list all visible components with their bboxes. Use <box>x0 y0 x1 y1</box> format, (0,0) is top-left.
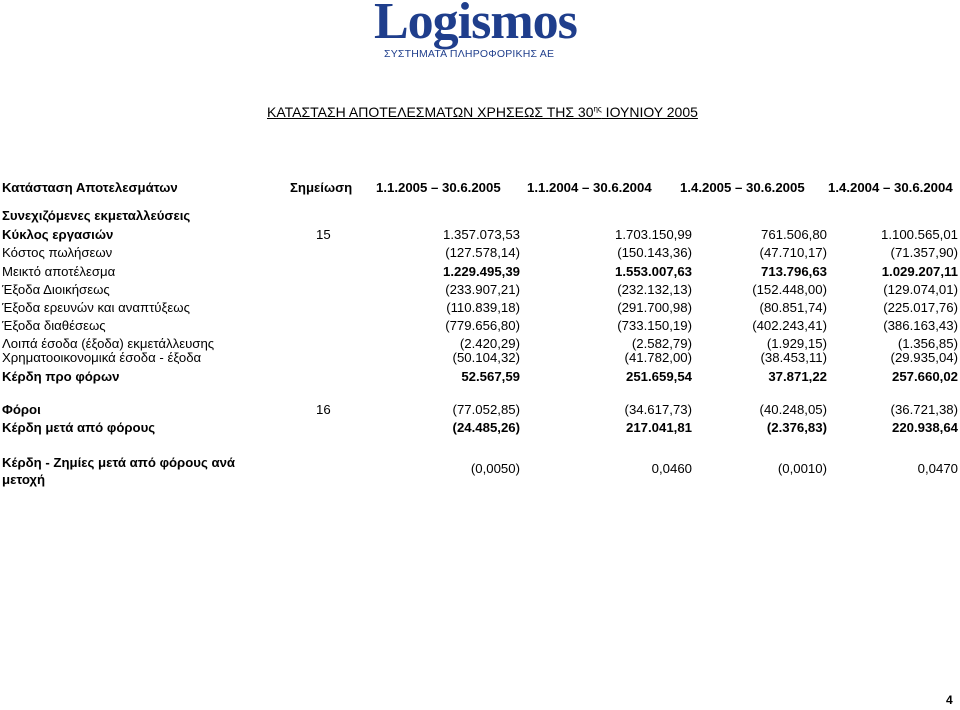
table-row <box>0 420 960 438</box>
row-value-1: 1.229.495,39 <box>442 264 520 279</box>
header-note: Σημείωση <box>290 180 353 195</box>
row-value-1: (50.104,32) <box>452 350 520 365</box>
row-value-1: (233.907,21) <box>445 282 520 297</box>
row-value-2: 217.041,81 <box>625 420 692 435</box>
row-label: Χρηματοοικονομικά έσοδα - έξοδα <box>2 350 202 365</box>
row-value-2: (733.150,19) <box>617 318 692 333</box>
row-note: 15 <box>316 227 331 242</box>
row-value-3: (402.243,41) <box>752 318 827 333</box>
row-note: 16 <box>316 402 331 417</box>
row-value-3: (47.710,17) <box>759 245 827 260</box>
row-label: Κύκλος εργασιών <box>2 227 114 242</box>
row-label: Μεικτό αποτέλεσμα <box>2 264 116 279</box>
row-label: Έξοδα διαθέσεως <box>2 318 106 333</box>
row-value-4: (71.357,90) <box>890 245 958 260</box>
row-value-1: (127.578,14) <box>445 245 520 260</box>
row-value-4: 1.100.565,01 <box>880 227 958 242</box>
eps-value-3: (0,0010) <box>777 461 827 476</box>
row-value-2: 1.703.150,99 <box>614 227 692 242</box>
section-label: Συνεχιζόμενες εκμεταλλεύσεις <box>2 208 191 223</box>
logo-wordmark: Logismos <box>374 0 577 50</box>
row-value-4: 220.938,64 <box>891 420 958 435</box>
row-value-3: 37.871,22 <box>768 369 827 384</box>
row-label: Κόστος πωλήσεων <box>2 245 113 260</box>
row-value-2: (150.143,36) <box>617 245 692 260</box>
row-value-4: (386.163,43) <box>883 318 958 333</box>
row-value-3: (2.376,83) <box>766 420 827 435</box>
row-value-1: (24.485,26) <box>452 420 520 435</box>
eps-row <box>0 461 960 479</box>
title-superscript: ης <box>593 104 602 114</box>
eps-value-4: 0,0470 <box>917 461 958 476</box>
row-value-1: 1.357.073,53 <box>442 227 520 242</box>
table-row <box>0 227 960 245</box>
row-label: Φόροι <box>2 402 41 417</box>
row-value-4: 257.660,02 <box>891 369 958 384</box>
eps-label: Κέρδη - Ζημίες μετά από φόρους ανά μετοχή <box>2 455 236 487</box>
row-value-4: 1.029.207,11 <box>881 264 958 279</box>
logo-subtitle: ΣΥΣΤΗΜΑΤΑ ΠΛΗΡΟΦΟΡΙΚΗΣ ΑΕ <box>384 48 555 60</box>
header-col2: 1.1.2004 – 30.6.2004 <box>527 180 652 195</box>
row-label: Κέρδη προ φόρων <box>2 369 120 384</box>
header-label: Κατάσταση Αποτελεσμάτων <box>2 180 178 195</box>
row-label: Λοιπά έσοδα (έξοδα) εκμετάλλευσης <box>2 336 215 351</box>
row-value-3: 713.796,63 <box>760 264 827 279</box>
title-main: ΚΑΤΑΣΤΑΣΗ ΑΠΟΤΕΛΕΣΜΑΤΩΝ ΧΡΗΣΕΩΣ ΤΗΣ 30 <box>267 104 594 120</box>
row-value-2: (41.782,00) <box>624 350 692 365</box>
table-row <box>0 282 960 300</box>
row-value-3: (38.453,11) <box>760 350 827 365</box>
row-value-2: (2.582,79) <box>631 336 692 351</box>
table-row <box>0 369 960 387</box>
table-row <box>0 245 960 263</box>
row-value-4: (36.721,38) <box>890 402 958 417</box>
row-value-4: (29.935,04) <box>890 350 958 365</box>
page-number: 4 <box>946 693 953 707</box>
eps-value-1: (0,0050) <box>470 461 520 476</box>
table-header <box>0 180 960 198</box>
table-row <box>0 350 960 368</box>
row-value-1: (2.420,29) <box>459 336 520 351</box>
row-value-1: (77.052,85) <box>452 402 520 417</box>
row-value-2: 251.659,54 <box>625 369 692 384</box>
row-value-1: 52.567,59 <box>461 369 520 384</box>
row-value-4: (225.017,76) <box>883 300 958 315</box>
section-heading <box>0 208 960 226</box>
row-label: Κέρδη μετά από φόρους <box>2 420 156 435</box>
row-value-1: (779.656,80) <box>445 318 520 333</box>
row-value-4: (1.356,85) <box>897 336 958 351</box>
title-tail: ΙΟΥΝΙΟΥ 2005 <box>601 104 698 120</box>
eps-value-2: 0,0460 <box>651 461 692 476</box>
table-row <box>0 300 960 318</box>
row-value-3: 761.506,80 <box>760 227 827 242</box>
row-value-2: (291.700,98) <box>617 300 692 315</box>
table-row <box>0 318 960 336</box>
header-col3: 1.4.2005 – 30.6.2005 <box>680 180 805 195</box>
table-row <box>0 264 960 282</box>
page-title <box>267 104 698 120</box>
logismos-logo <box>374 2 586 64</box>
row-value-3: (1.929,15) <box>766 336 827 351</box>
row-label: Έξοδα ερευνών και αναπτύξεως <box>2 300 190 315</box>
row-value-2: 1.553.007,63 <box>614 264 692 279</box>
row-value-3: (80.851,74) <box>759 300 827 315</box>
row-value-1: (110.839,18) <box>446 300 520 315</box>
row-value-4: (129.074,01) <box>883 282 958 297</box>
row-value-3: (40.248,05) <box>759 402 827 417</box>
row-value-3: (152.448,00) <box>752 282 827 297</box>
header-col1: 1.1.2005 – 30.6.2005 <box>376 180 501 195</box>
table-row <box>0 402 960 420</box>
row-value-2: (34.617,73) <box>624 402 692 417</box>
row-label: Έξοδα Διοικήσεως <box>2 282 110 297</box>
header-col4: 1.4.2004 – 30.6.2004 <box>828 180 953 195</box>
row-value-2: (232.132,13) <box>617 282 692 297</box>
